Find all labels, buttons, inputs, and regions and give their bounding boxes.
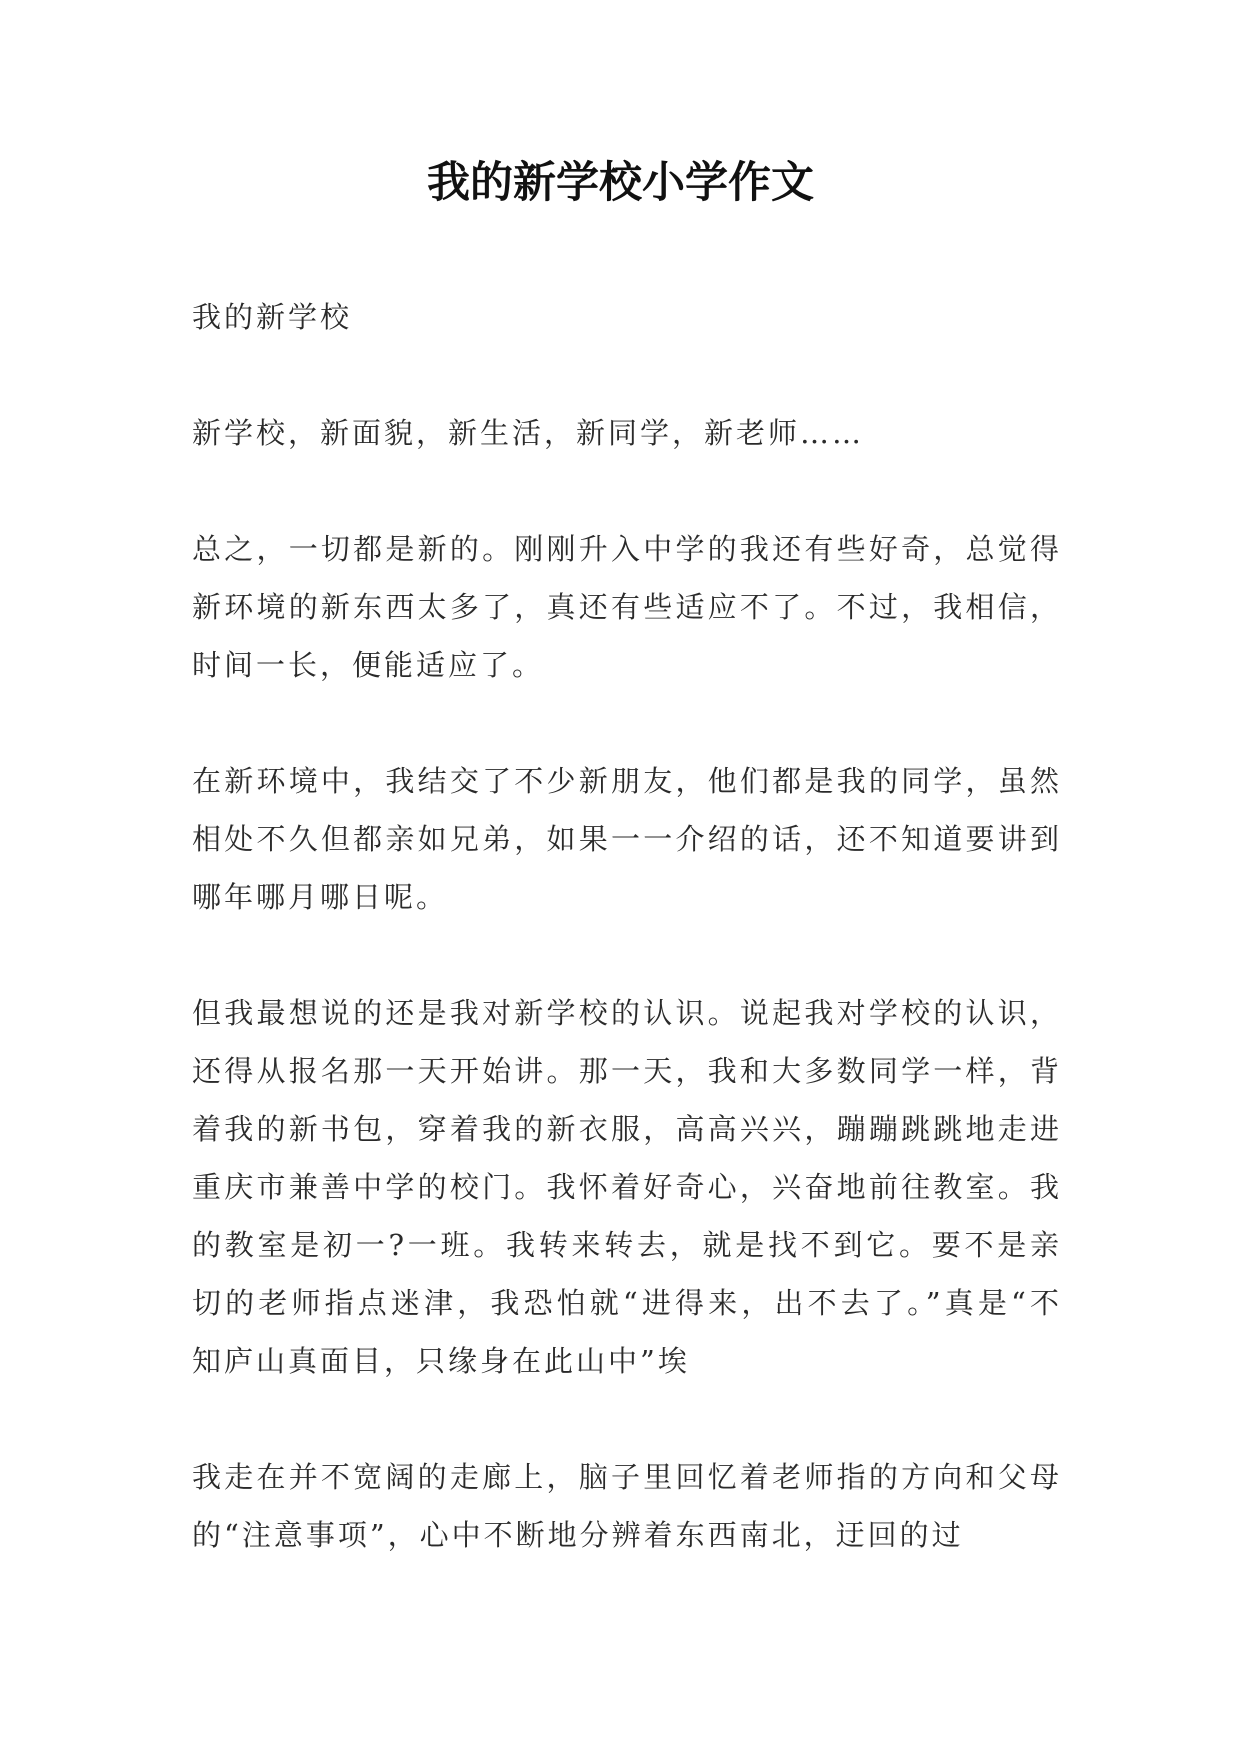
body-paragraph: 在新环境中，我结交了不少新朋友，他们都是我的同学，虽然相处不久但都亲如兄弟，如果一一介绍的话，还不知道要讲到哪年哪月哪日呢。 [192,764,1062,914]
document-body [192,288,1062,1622]
body-paragraph: 我走在并不宽阔的走廊上，脑子里回忆着老师指的方向和父母的“注意事项”，心中不断地分辨着东西南北，迂回的过 [192,1460,1062,1552]
subtitle-paragraph: 我的新学校 [192,300,353,334]
document-title: 我的新学校小学作文 [427,158,814,208]
body-paragraph: 总之，一切都是新的。刚刚升入中学的我还有些好奇，总觉得新环境的新东西太多了，真还有些适应不了。不过，我相信，时间一长，便能适应了。 [192,532,1062,682]
body-paragraph: 但我最想说的还是我对新学校的认识。说起我对学校的认识，还得从报名那一天开始讲。那一天，我和大多数同学一样，背着我的新书包，穿着我的新衣服，高高兴兴，蹦蹦跳跳地走进重庆市兼善中学的校门。我怀着好奇心，兴奋地前往教室。我的教室是初一?一班。我转来转去，就是找不到它。要不是亲切的老师指点迷津，我恐怕就“进得来，出不去了。”真是“不知庐山真面目，只缘身在此山中”埃 [192,996,1062,1378]
body-paragraph: 新学校，新面貌，新生活，新同学，新老师…… [192,416,865,450]
